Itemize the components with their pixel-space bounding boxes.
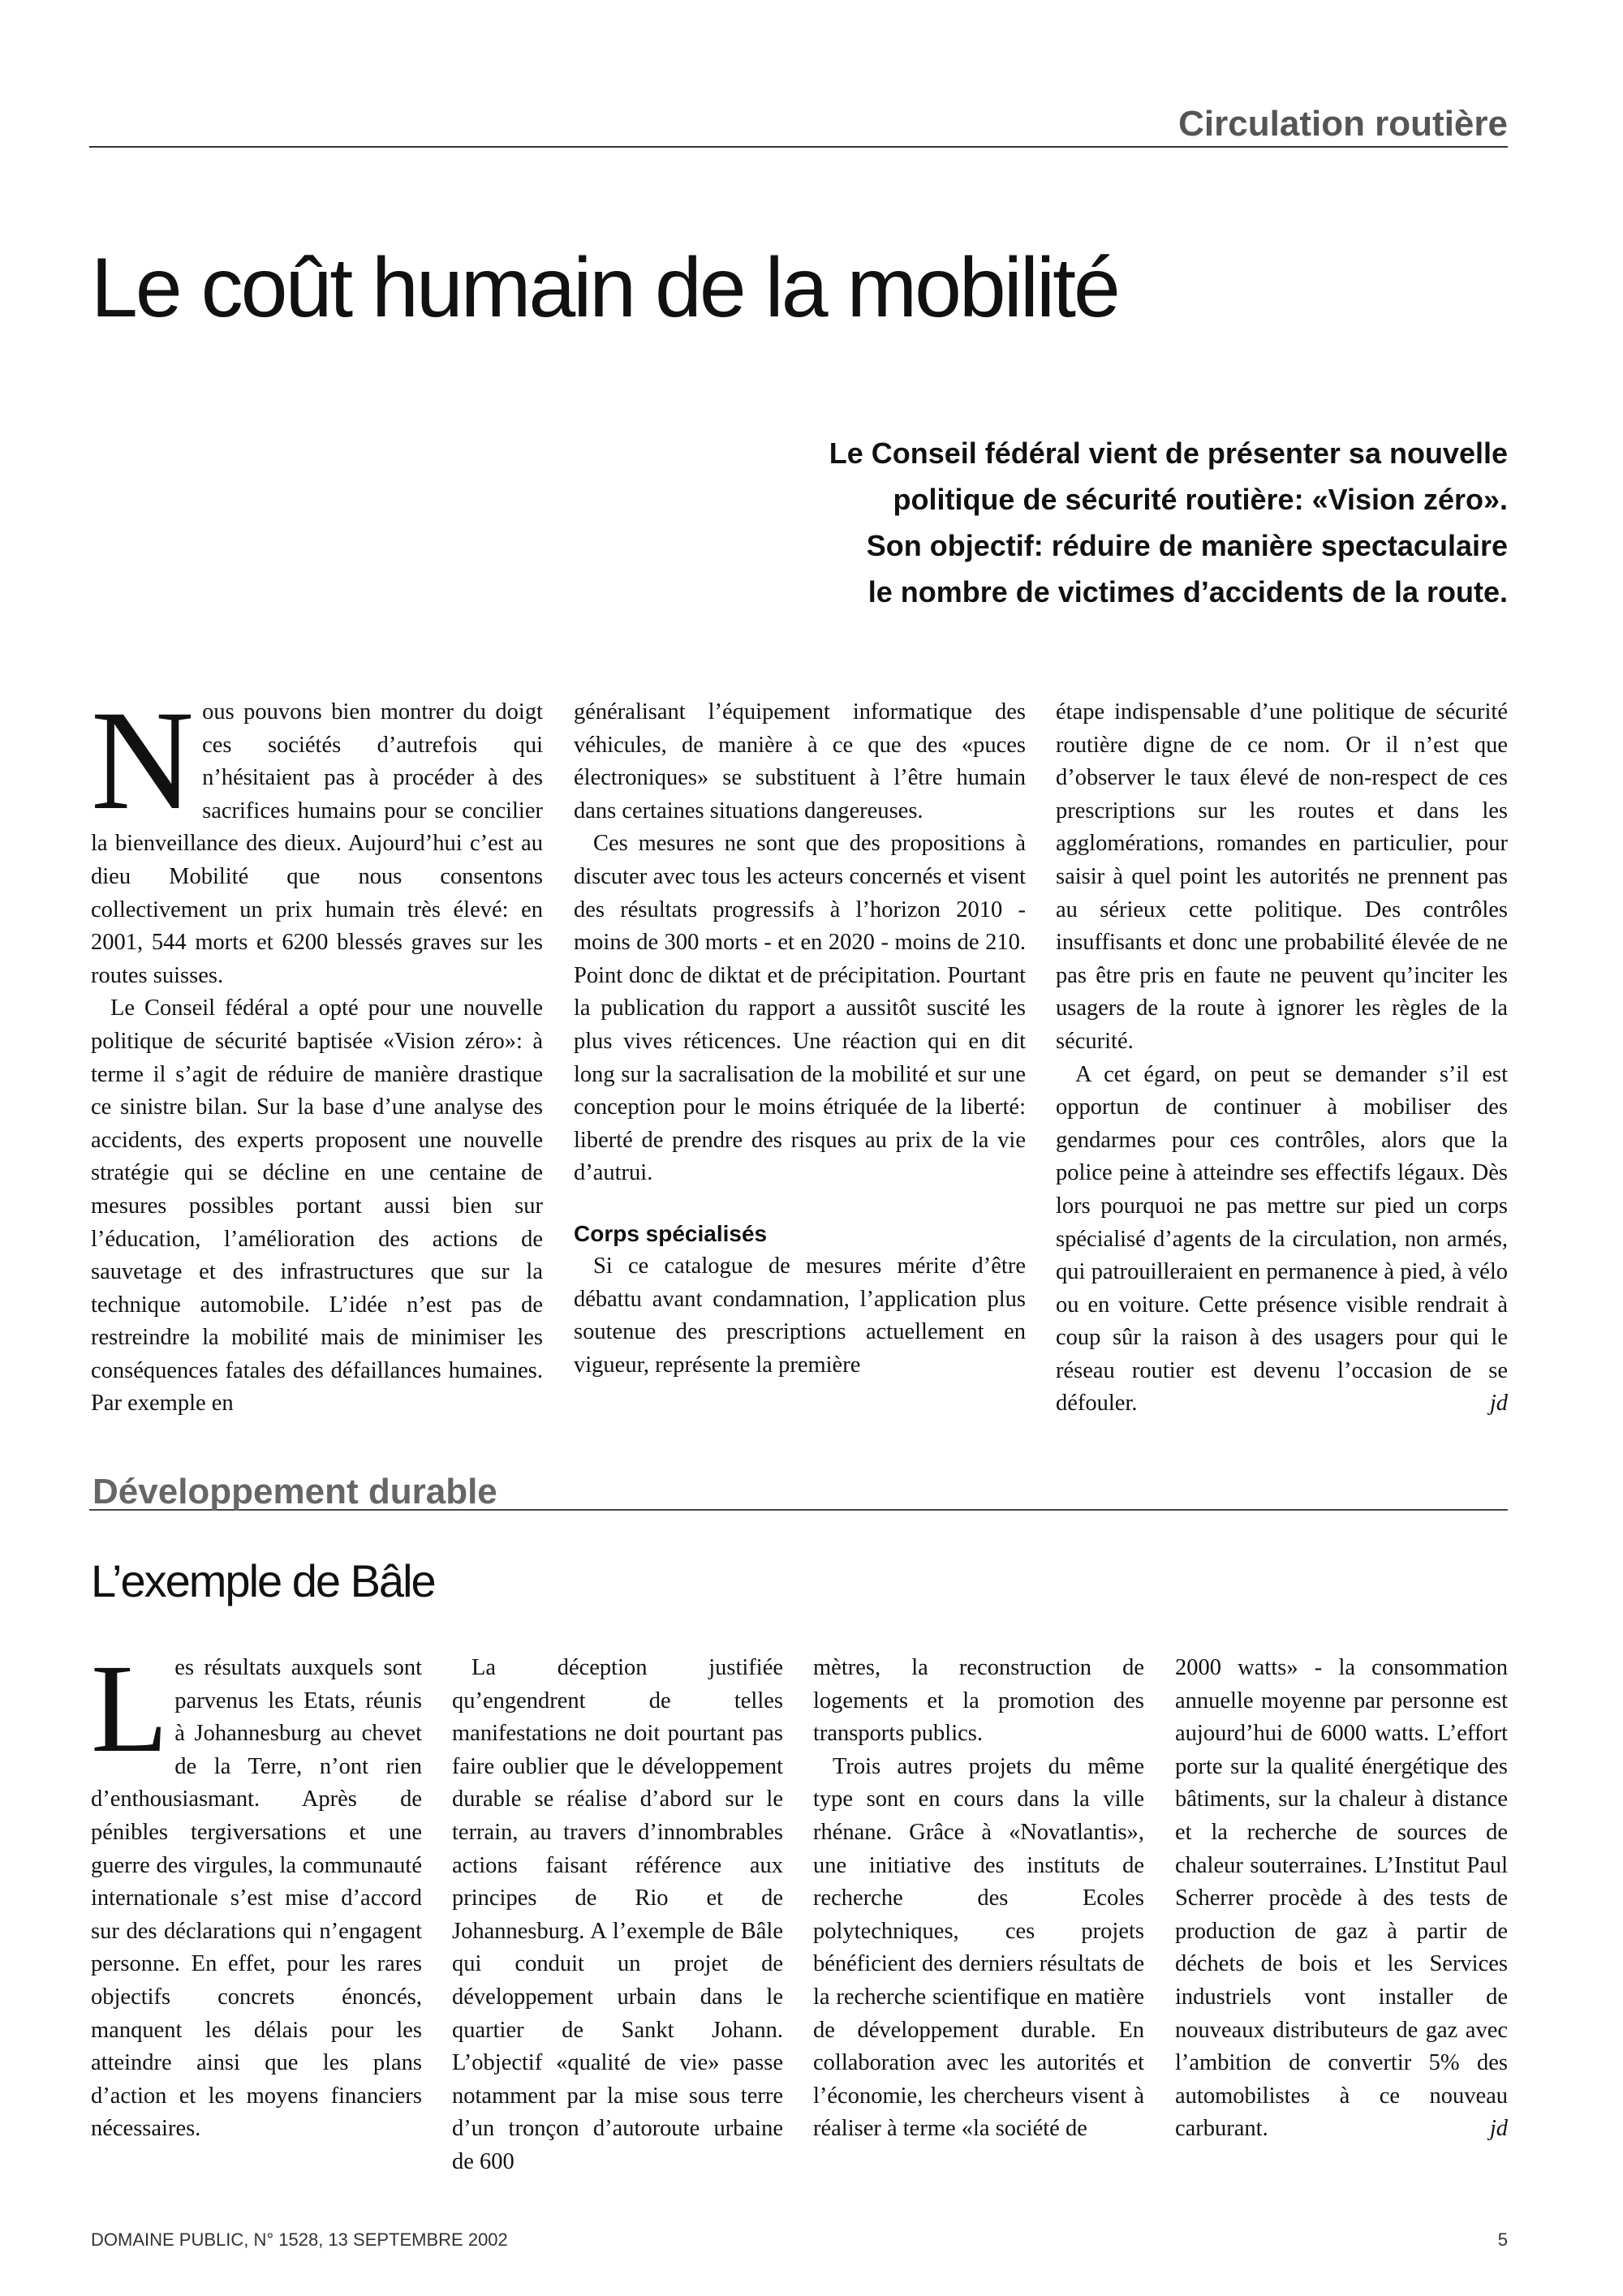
rubric-label: Circulation routière (1178, 104, 1508, 144)
paragraph: généralisant l’équipement informatique des véhicules, de manière à ce que des «puces électroniques» se substituent à l’être humain dans certaines situations dangereuses. (574, 699, 1026, 823)
paragraph: mètres, la reconstruction de logements et la promotion des transports publics. (813, 1655, 1144, 1747)
article-column-1 (91, 681, 543, 1421)
article-lead (568, 430, 1508, 615)
paragraph (1175, 1652, 1508, 2146)
article-title: Le coût humain de la mobilité (91, 241, 1118, 335)
article-title: L’exemple de Bâle (91, 1555, 435, 1606)
paragraph: Ces mesures ne sont que des propositions à discuter avec tous les acteurs concernés et visent des résultats progressifs à l’horizon 2010 - moins de 300 morts - et en 2020 - moins de 210. Point donc de diktat et de précipitation. Pourtant la publication du rapport a aussitôt suscité les plus vives réticences. Une réaction qui en dit long sur la sacralisation de la mobilité et sur une conception pour le moins étriquée de la liberté: liberté de prendre des risques au prix de la vie d’autrui. (574, 831, 1026, 1186)
paragraph: Le Conseil fédéral a opté pour une nouvelle politique de sécurité baptisée «Vision zéro»: à terme il s’agit de réduire de manière drastique ce sinistre bilan. Sur la base d’une analyse des accidents, des experts proposent une nouvelle stratégie qui se décline en une centaine de mesures possibles portant aussi bien sur l’éducation, l’amélioration des actions de sauvetage et des infrastructures que sur la technique automobile. L’idée n’est pas de restreindre la mobilité mais de minimiser les conséquences fatales des défaillances humaines. Par exemple en (91, 995, 543, 1417)
article-column-3 (1056, 696, 1508, 1421)
paragraph: La déception justifiée qu’engendrent de telles manifestations ne doit pourtant pas faire oublier que le développement durable se réalise d’abord sur le terrain, au travers d’innombrables actions faisant référence aux principes de Rio et de Johannesburg. A l’exemple de Bâle qui conduit un projet de développement urbain dans le quartier de Sankt Johann. L’objectif «qualité de vie» passe notamment par la mise sous terre d’un tronçon d’autoroute urbaine de 600 (452, 1655, 783, 2174)
lead-line: le nombre de victimes d’accidents de la route. (867, 575, 1508, 608)
author-signature: jd (1489, 2116, 1508, 2142)
article-column-3 (813, 1652, 1144, 2146)
paragraph (1056, 1059, 1508, 1421)
page-number: 5 (1497, 2229, 1508, 2250)
article-column-1 (91, 1638, 422, 2146)
paragraph: Trois autres projets du même type sont en cours dans la ville rhénane. Grâce à «Novatlantis», une initiative des instituts de recherche des Ecoles polytechniques, ces projets bénéficient des derniers résultats de la recherche scientifique en matière de développement durable. En collaboration avec les autorités et l’économie, les chercheurs visent à réaliser à terme «la société de (813, 1753, 1144, 2142)
paragraph: Si ce catalogue de mesures mérite d’être débattu avant condamnation, l’application plus soutenue des prescriptions actuellement en vigueur, représente la première (574, 1253, 1026, 1378)
paragraph (91, 681, 543, 992)
paragraph-text: 2000 watts» - la consommation annuelle moyenne par personne est aujourd’hui de 6000 watts. L’effort porte sur la qualité énergétique des bâtiments, sur la chaleur à distance et la recherche de sources de chaleur souterraines. L’Institut Paul Scherrer procède à des tests de production de gaz à partir de déchets de bois et les Services industriels vont installer de nouveaux distributeurs de gaz avec l’ambition de convertir 5% des automobilistes à ce nouveau carburant. (1175, 1655, 1508, 2142)
paragraph-text: A cet égard, on peut se demander s’il est opportun de continuer à mobiliser des gendarmes pour ces contrôles, alors que la police peine à atteindre ses effectifs légaux. Dès lors pourquoi ne pas mettre sur pied un corps spécialisé d’agents de la circulation, non armés, qui patrouilleraient en permanence à pied, à vélo ou en voiture. Cette présence visible rendrait à coup sûr la raison à des usagers pour qui le réseau routier est devenu l’occasion de se défouler. (1056, 1061, 1508, 1417)
article-column-2 (452, 1652, 783, 2179)
article-column-2 (574, 696, 1026, 1382)
section-rubric (89, 101, 1508, 148)
publication-footer: DOMAINE PUBLIC, N° 1528, 13 SEPTEMBRE 2002 (91, 2229, 508, 2250)
subheading: Corps spécialisés (574, 1220, 768, 1246)
lead-line: Le Conseil fédéral vient de présenter sa nouvelle (829, 436, 1508, 470)
paragraph (91, 1638, 422, 2146)
paragraph: étape indispensable d’une politique de sécurité routière digne de ce nom. Or il n’est que d’observer le taux élevé de non-respect de ces prescriptions sur les routes et dans les agglomérations, romandes en particulier, pour saisir à quel point les autorités ne prennent pas au sérieux cette politique. Des contrôles insuffisants et donc une probabilité élevée de ne pas être pris en faute ne peuvent qu’inciter les usagers de la route à ignorer les règles de la sécurité. (1056, 699, 1508, 1054)
paragraph-text: es résultats auxquels sont parvenus les Etats, réunis à Johannesburg au chevet de la Terre, n’ont rien d’enthousiasmant. Après de pénibles tergiversations et une guerre des virgules, la communauté internationale s’est mise d’accord sur des déclarations qui n’engagent personne. En effet, pour les rares objectifs concrets énoncés, manquent les délais pour les atteindre ainsi que les plans d’action et les moyens financiers nécessaires. (91, 1655, 422, 2142)
author-signature: jd (1489, 1391, 1508, 1417)
lead-line: Son objectif: réduire de manière spectaculaire (866, 529, 1508, 562)
drop-cap: N (91, 681, 195, 840)
article-column-4 (1175, 1652, 1508, 2146)
paragraph-text: ous pouvons bien montrer du doigt ces sociétés d’autrefois qui n’hésitaient pas à procéder à des sacrifices humains pour se concilier la bienveillance des dieux. Aujourd’hui c’est au dieu Mobilité que nous consentons collectivement un prix humain très élevé: en 2001, 544 morts et 6200 blessés graves sur les routes suisses. (91, 699, 543, 988)
drop-cap: L (91, 1638, 169, 1778)
rubric-label: Développement durable (93, 1472, 497, 1511)
lead-line: politique de sécurité routière: «Vision zéro». (893, 483, 1508, 516)
section-rubric (89, 1465, 1508, 1511)
